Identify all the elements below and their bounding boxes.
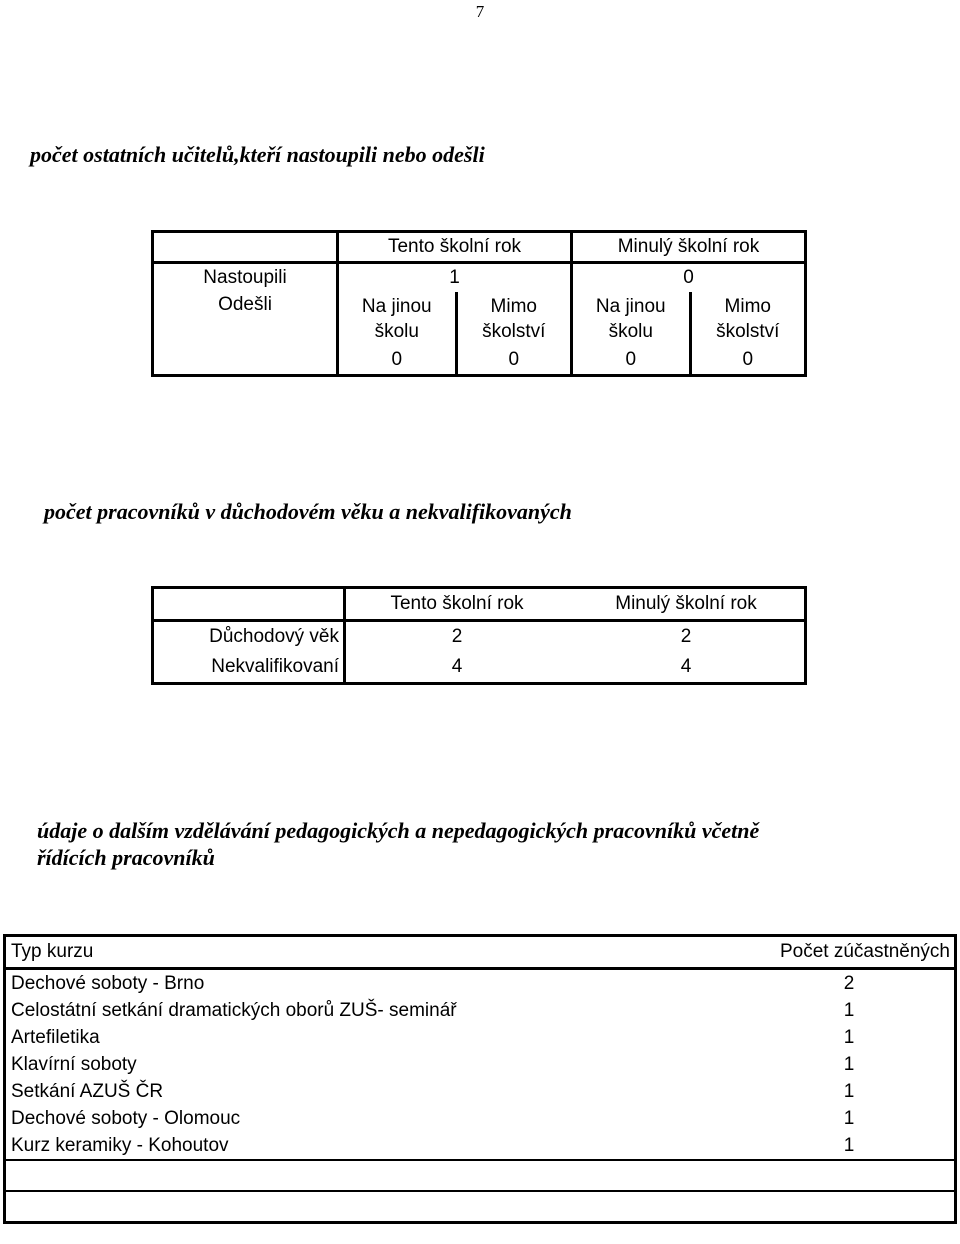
subhead-outside-education-current: Mimo školství <box>456 292 571 346</box>
row-label: Nekvalifikovaní <box>153 652 345 684</box>
course-count: 1 <box>843 1080 855 1102</box>
section3-heading-line2: řídících pracovníků <box>37 845 215 870</box>
table-row <box>5 1132 956 1160</box>
course-count: 1 <box>843 1107 855 1129</box>
table-row <box>153 263 806 293</box>
subhead-other-school-current: Na jinou školu <box>338 292 457 346</box>
table-row <box>5 1024 956 1051</box>
section2-heading: počet pracovníků v důchodovém věku a nekvalifikovaných <box>44 499 572 524</box>
subhead-other-school-previous: Na jinou školu <box>571 292 690 346</box>
subhead-outside-education-previous: Mimo školství <box>716 296 780 342</box>
course-name: Setkání AZUŠ ČR <box>11 1080 164 1102</box>
empty-cell <box>744 1160 956 1191</box>
empty-cell <box>744 1191 956 1223</box>
table-row <box>5 936 956 969</box>
table-row <box>153 652 806 684</box>
nastoupili-previous: 0 <box>683 267 694 288</box>
odesli-value: 0 <box>571 346 690 376</box>
header-participant-count: Počet zúčastněných <box>744 936 956 969</box>
table-row <box>153 621 806 653</box>
empty-row <box>5 1191 956 1223</box>
row-label-odesli: Odešli <box>153 292 338 346</box>
course-count: 1 <box>843 1134 855 1156</box>
empty-label-cell <box>153 346 338 376</box>
empty-header-cell <box>153 232 338 263</box>
header-course-type: Typ kurzu <box>5 936 745 969</box>
empty-cell <box>5 1160 745 1191</box>
empty-cell <box>5 1191 745 1223</box>
section1-heading: počet ostatních učitelů,kteří nastoupili nebo odešli <box>30 142 485 167</box>
table-row <box>153 588 806 621</box>
section3-heading-line1: údaje o dalším vzdělávání pedagogických a nepedagogických pracovníků včetně <box>37 818 760 843</box>
row-label: Důchodový věk <box>153 621 345 653</box>
row-label-nastoupili: Nastoupili <box>153 263 338 293</box>
course-name: Artefiletika <box>11 1026 100 1048</box>
section3-heading <box>37 817 759 871</box>
course-count: 1 <box>843 999 855 1021</box>
odesli-value: 0 <box>338 346 457 376</box>
header-current-year: Tento školní rok <box>338 232 572 263</box>
table-row <box>5 1105 956 1132</box>
header-current-year: Tento školní rok <box>345 588 569 621</box>
value-current: 2 <box>451 626 463 647</box>
empty-header-cell <box>153 588 345 621</box>
value-previous: 2 <box>680 626 692 647</box>
course-name: Celostátní setkání dramatických oborů ZUŠ- seminář <box>11 999 457 1021</box>
header-previous-year: Minulý školní rok <box>571 232 805 263</box>
table-row <box>153 292 806 346</box>
header-previous-year: Minulý školní rok <box>568 588 806 621</box>
course-count: 1 <box>843 1053 855 1075</box>
nastoupili-current: 1 <box>338 263 572 293</box>
empty-row <box>5 1160 956 1191</box>
course-count: 2 <box>843 972 855 994</box>
table-row <box>153 346 806 376</box>
teachers-movement-table <box>151 230 807 377</box>
course-name: Dechové soboty - Brno <box>11 972 205 994</box>
table-row <box>5 1078 956 1105</box>
value-current: 4 <box>451 656 463 677</box>
course-name: Klavírní soboty <box>11 1053 137 1075</box>
course-name: Dechové soboty - Olomouc <box>11 1107 241 1129</box>
value-previous: 4 <box>680 656 692 677</box>
retirement-unqualified-table <box>151 586 807 685</box>
odesli-value: 0 <box>742 349 754 370</box>
course-count: 1 <box>843 1026 855 1048</box>
table-row <box>5 1051 956 1078</box>
page-number: 7 <box>475 2 485 21</box>
course-name: Kurz keramiky - Kohoutov <box>11 1134 229 1156</box>
table-row <box>5 969 956 998</box>
odesli-value: 0 <box>456 346 571 376</box>
training-courses-table <box>3 934 957 1224</box>
table-row <box>5 997 956 1024</box>
table-row <box>153 232 806 263</box>
